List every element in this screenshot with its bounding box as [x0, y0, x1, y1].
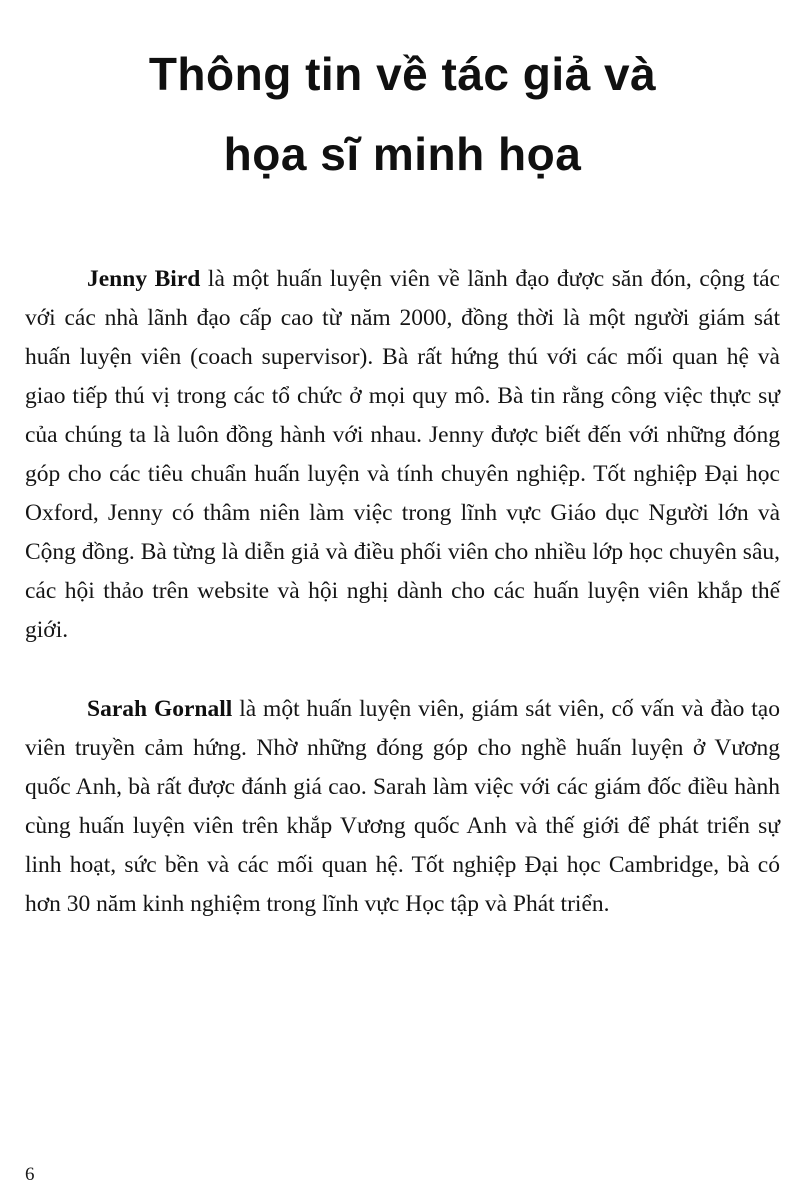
page-title-line-2: họa sĩ minh họa: [223, 128, 582, 180]
author-name-sarah-gornall: Sarah Gornall: [87, 696, 233, 722]
author-paragraph-jenny-bird: [25, 260, 780, 650]
author-paragraph-sarah-gornall: [25, 690, 780, 924]
author-bio-sarah-gornall: là một huấn luyện viên, giám sát viên, cố vấn và đào tạo viên truyền cảm hứng. Nhờ những đóng góp cho nghề huấn luyện ở Vương quốc Anh, bà rất được đánh giá cao. Sarah làm việc với các giám đốc điều hành cùng huấn luyện viên trên khắp Vương quốc Anh và thế giới để phát triển sự linh hoạt, sức bền và các mối quan hệ. Tốt nghiệp Đại học Cambridge, bà có hơn 30 năm kinh nghiệm trong lĩnh vực Học tập và Phát triển.: [25, 696, 780, 917]
author-bio-jenny-bird: là một huấn luyện viên về lãnh đạo được săn đón, cộng tác với các nhà lãnh đạo cấp cao từ năm 2000, đồng thời là một người giám sát huấn luyện viên (coach supervisor). Bà rất hứng thú với các mối quan hệ và giao tiếp thú vị trong các tổ chức ở mọi quy mô. Bà tin rằng công việc thực sự của chúng ta là luôn đồng hành với nhau. Jenny được biết đến với những đóng góp cho các tiêu chuẩn huấn luyện và tính chuyên nghiệp. Tốt nghiệp Đại học Oxford, Jenny có thâm niên làm việc trong lĩnh vực Giáo dục Người lớn và Cộng đồng. Bà từng là diễn giả và điều phối viên cho nhiều lớp học chuyên sâu, các hội thảo trên website và hội nghị dành cho các huấn luyện viên khắp thế giới.: [25, 266, 780, 643]
author-name-jenny-bird: Jenny Bird: [87, 266, 201, 292]
body-text: [25, 260, 780, 924]
page-title: [25, 34, 780, 194]
page-title-line-1: Thông tin về tác giả và: [148, 48, 657, 100]
page-number: 6: [25, 1164, 35, 1185]
